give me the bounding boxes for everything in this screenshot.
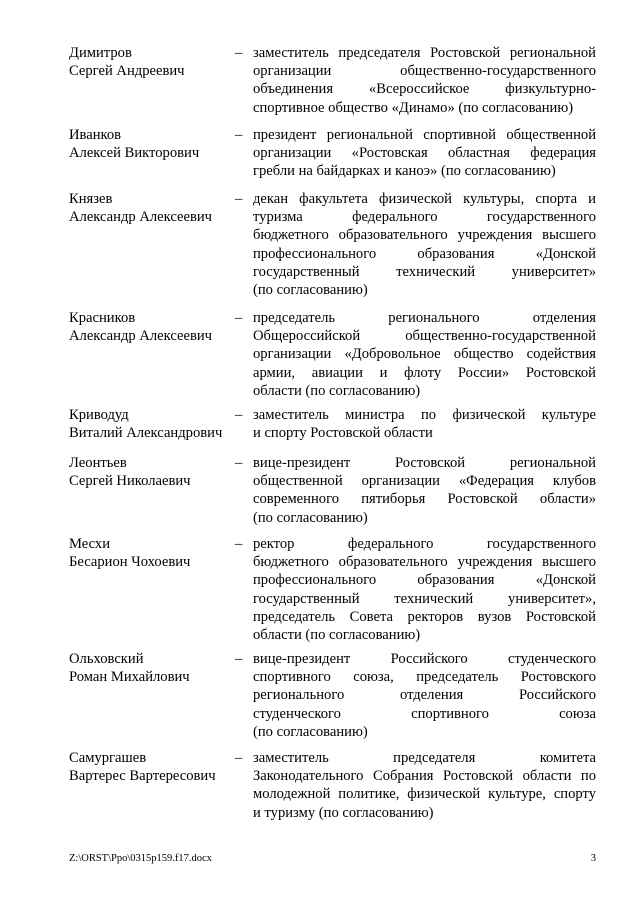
member-position-line: и спорту Ростовской области (253, 425, 433, 442)
member-position-line: президент региональной спортивной общественной (253, 127, 596, 143)
member-name-line: Александр Алексеевич (69, 328, 213, 345)
dash-separator: – (235, 455, 243, 471)
member-position-line: заместитель председателя Ростовской региональной (253, 45, 596, 61)
member-name-line: Алексей Викторович (69, 145, 200, 162)
dash-separator: – (235, 310, 243, 326)
dash-separator: – (235, 750, 243, 766)
member-position-line: профессионального образования «Донской (253, 572, 596, 589)
member-name (69, 190, 229, 226)
member-position-line: (по согласованию) (253, 282, 368, 299)
member-name-line: Леонтьев (69, 455, 127, 471)
dash-separator: – (235, 191, 243, 207)
member-position-line: организации «Добровольное общество содействия (253, 346, 596, 363)
member-position (253, 454, 596, 527)
member-position-line: организации общественно-государственного (253, 63, 596, 80)
member-position-line: государственный технический университет», (253, 590, 596, 607)
member-name-line: Димитров (69, 45, 132, 61)
member-position-line: заместитель председателя комитета (253, 750, 596, 766)
member-name-line: Красников (69, 310, 136, 326)
member-position-line: объединения «Всероссийское физкультурно- (253, 81, 596, 98)
member-name (69, 406, 229, 442)
member-name-line: Князев (69, 191, 113, 207)
member-position-line: регионального отделения Российского (253, 687, 596, 704)
member-position (253, 406, 596, 442)
page-number: 3 (590, 853, 596, 864)
member-position-line: декан факультета физической культуры, спорта и (253, 191, 596, 207)
member-position-line: области (по согласованию) (253, 382, 421, 399)
member-position-line: председатель Совета ректоров вузов Ростовской (253, 608, 596, 625)
member-position-line: председатель регионального отделения (253, 310, 596, 326)
member-name-line: Вартерес Вартересович (69, 768, 216, 785)
member-position-line: (по согласованию) (253, 509, 368, 526)
member-name-line: Криводуд (69, 407, 129, 423)
member-position-line: студенческого спортивного союза (253, 705, 596, 722)
member-position-line: вице-президент Ростовской региональной (253, 455, 596, 471)
member-name (69, 454, 229, 490)
member-position-line: области (по согласованию) (253, 627, 421, 644)
member-position-line: и туризму (по согласованию) (253, 804, 434, 821)
member-position-line: бюджетного образовательного учреждения высшего (253, 227, 596, 244)
member-name-line: Бесарион Чохоевич (69, 554, 191, 571)
member-position-line: государственный технический университет» (253, 263, 596, 280)
member-position-line: молодежной политике, физической культуре, спорту (253, 786, 596, 803)
member-position-line: общественной организации «Федерация клубов (253, 473, 596, 490)
member-position-line: профессионального образования «Донской (253, 245, 596, 262)
member-name-line: Роман Михайлович (69, 669, 190, 686)
member-name-line: Ольховский (69, 651, 144, 667)
member-position-line: современного пятиборья Ростовской области» (253, 491, 596, 508)
member-position (253, 749, 596, 822)
member-position-line: гребли на байдарках и каноэ» (по согласованию) (253, 163, 556, 180)
member-position-line: бюджетного образовательного учреждения высшего (253, 554, 596, 571)
member-name-line: Иванков (69, 127, 122, 143)
dash-separator: – (235, 45, 243, 61)
member-position (253, 650, 596, 741)
member-position (253, 190, 596, 299)
member-position-line: (по согласованию) (253, 723, 368, 740)
member-name (69, 535, 229, 571)
dash-separator: – (235, 127, 243, 143)
member-name-line: Александр Алексеевич (69, 209, 213, 226)
member-position-line: армии, авиации и флоту России» Ростовской (253, 364, 596, 381)
dash-separator: – (235, 407, 243, 423)
member-position-line: туризма федерального государственного (253, 209, 596, 226)
member-name-line: Сергей Николаевич (69, 473, 191, 490)
member-position (253, 126, 596, 181)
dash-separator: – (235, 651, 243, 667)
member-name-line: Сергей Андреевич (69, 63, 185, 80)
member-position-line: спортивное общество «Динамо» (по согласованию) (253, 99, 574, 116)
member-position-line: Законодательного Собрания Ростовской области по (253, 768, 596, 785)
member-position-line: Общероссийской общественно-государственной (253, 328, 596, 345)
member-position-line: ректор федерального государственного (253, 536, 596, 552)
member-position-line: организации «Ростовская областная федерация (253, 145, 596, 162)
member-position (253, 309, 596, 400)
member-position (253, 535, 596, 644)
member-position (253, 44, 596, 117)
member-name-line: Виталий Александрович (69, 425, 223, 442)
member-name (69, 44, 229, 80)
footer-file-path: Z:\ORST\Ppo\0315p159.f17.docx (69, 853, 212, 864)
member-position-line: спортивного союза, председатель Ростовского (253, 669, 596, 686)
member-position-line: вице-президент Российского студенческого (253, 651, 596, 667)
member-name (69, 650, 229, 686)
member-name (69, 309, 229, 345)
member-position-line: заместитель министра по физической культуре (253, 407, 596, 423)
member-name (69, 126, 229, 162)
dash-separator: – (235, 536, 243, 552)
member-name-line: Самургашев (69, 750, 147, 766)
member-name (69, 749, 229, 785)
member-name-line: Месхи (69, 536, 111, 552)
